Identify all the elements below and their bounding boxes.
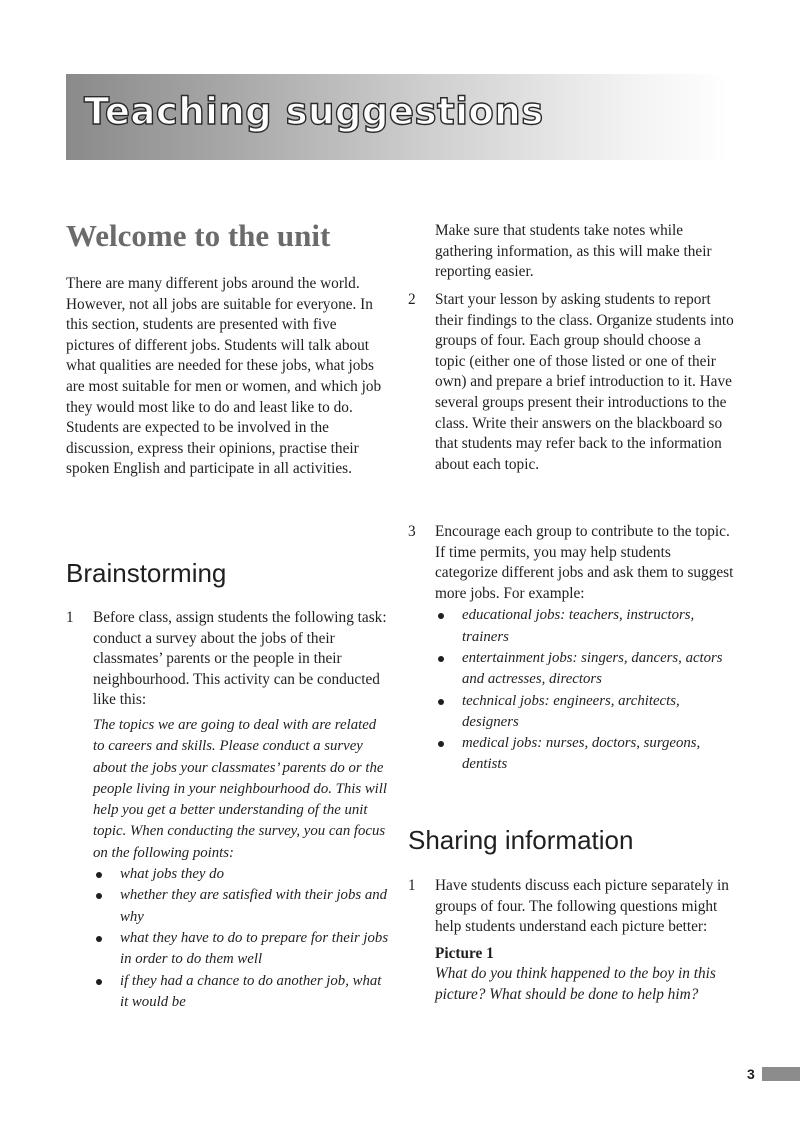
- item-1-continued: Make sure that students take notes while gathering information, as this will make their reporting easier.: [435, 222, 712, 281]
- list-item: if they had a chance to do another job, what it would be: [93, 971, 389, 1014]
- picture-label: Picture 1: [435, 944, 494, 962]
- bullet-icon: [96, 872, 102, 878]
- list-item: what jobs they do: [93, 864, 389, 885]
- item-number: 2: [408, 291, 416, 308]
- item-number: 1: [408, 877, 416, 894]
- bullet-icon: [438, 699, 444, 705]
- discussion-question: What do you think happened to the boy in this picture? What should be done to help him?: [435, 965, 716, 1003]
- bullet-icon: [438, 741, 444, 747]
- page-number: 3: [747, 1066, 755, 1082]
- welcome-heading: Welcome to the unit: [66, 218, 331, 253]
- list-item: entertainment jobs: singers, dancers, actors and actresses, directors: [435, 648, 735, 691]
- sharing-information-heading: Sharing information: [408, 825, 634, 855]
- list-item: medical jobs: nurses, doctors, surgeons, dentists: [435, 733, 735, 776]
- job-categories-list: [435, 605, 735, 775]
- page-title: Teaching suggestions: [84, 90, 544, 133]
- list-item: what they have to do to prepare for their jobs in order to do them well: [93, 928, 389, 971]
- bullet-icon: [438, 656, 444, 662]
- item-text: Have students discuss each picture separately in groups of four. The following questions might help students understand each picture better:: [435, 877, 729, 936]
- bullet-icon: [438, 613, 444, 619]
- item-text: Encourage each group to contribute to the topic. If time permits, you may help students categorize different jobs and ask them to suggest more jobs. For example:: [435, 523, 734, 602]
- bullet-icon: [96, 936, 102, 942]
- bullet-icon: [96, 979, 102, 985]
- item-number: 1: [66, 609, 74, 626]
- item-text: Before class, assign students the following task: conduct a survey about the jobs of their classmates’ parents or the people in their neighbourhood. This activity can be conducted like this:: [93, 609, 387, 709]
- bullet-icon: [96, 893, 102, 899]
- brainstorming-heading: Brainstorming: [66, 558, 227, 588]
- survey-points-list: [93, 864, 389, 1013]
- header-band: [66, 74, 728, 160]
- welcome-body: There are many different jobs around the world. However, not all jobs are suitable for everyone. In this section, students are presented with five pictures of different jobs. Students will talk about what qualities are needed for these jobs, what jobs are most suitable for men or women, and which job they would most like to do and least like to do. Students are expected to be involved in the discussion, express their opinions, practise their spoken English and participate in all activities.: [66, 275, 382, 478]
- list-item: whether they are satisfied with their jobs and why: [93, 885, 389, 928]
- page-tab-marker: [762, 1067, 800, 1081]
- item-number: 3: [408, 523, 416, 540]
- list-item: technical jobs: engineers, architects, designers: [435, 691, 735, 734]
- survey-instructions: The topics we are going to deal with are related to careers and skills. Please conduct a survey about the jobs your classmates’ parents do or the people living in your neighbourhood do. This will help you get a better understanding of the unit topic. When conducting the survey, you can focus on the following points:: [93, 716, 388, 861]
- list-item: educational jobs: teachers, instructors, trainers: [435, 605, 735, 648]
- item-text: Start your lesson by asking students to report their findings to the class. Organize students into groups of four. Each group should choose a topic (either one of those listed or one of their own) and prepare a brief introduction to it. Have several groups present their introductions to the class. Write their answers on the blackboard so that students may refer back to the information about each topic.: [435, 291, 734, 473]
